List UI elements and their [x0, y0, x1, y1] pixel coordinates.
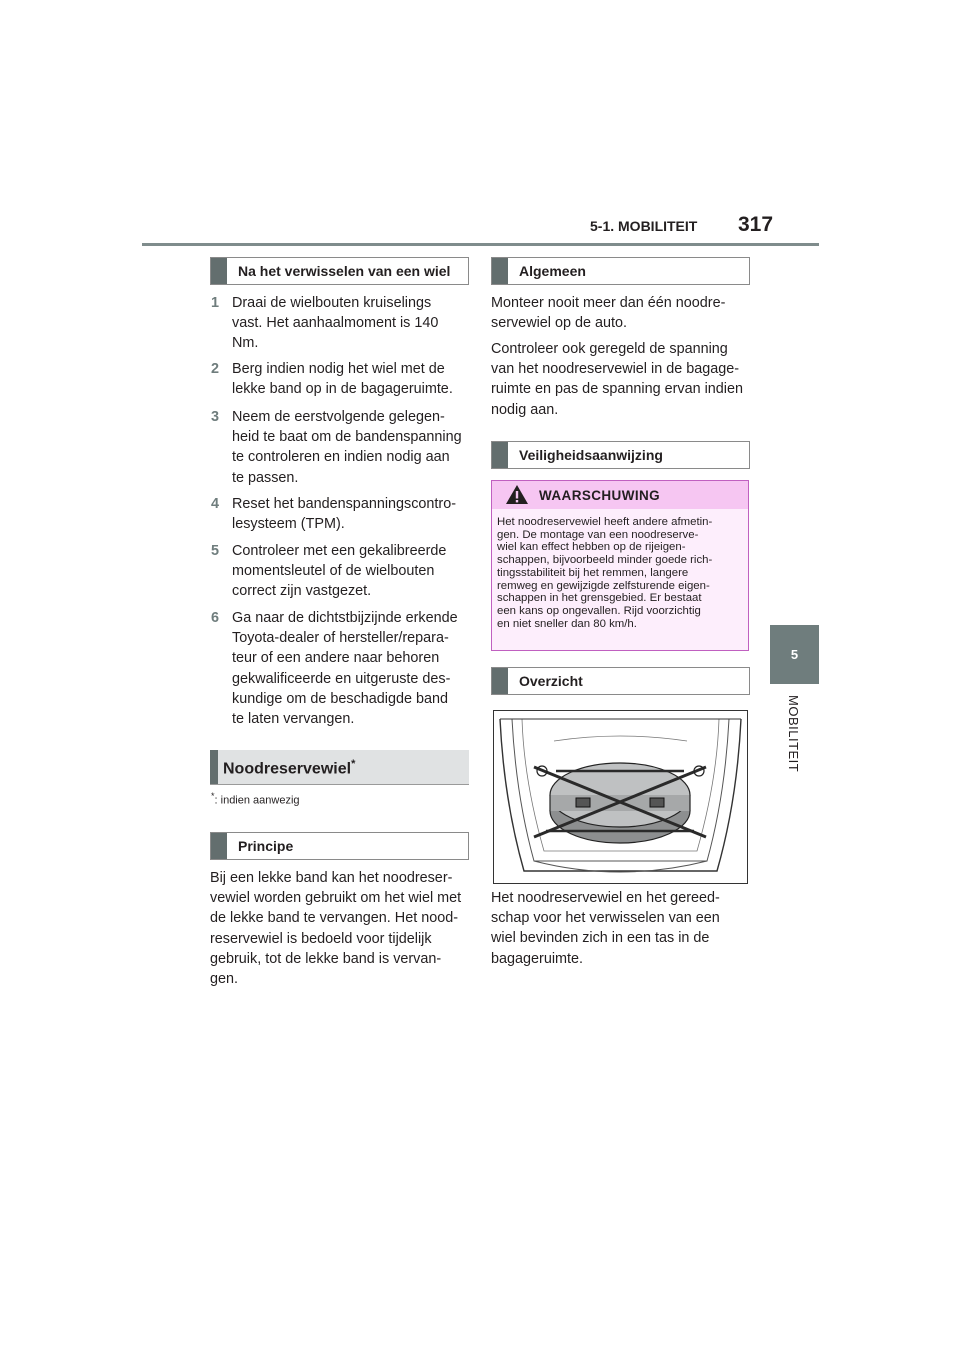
list-item: [211, 407, 466, 488]
chapter-side-label: [760, 695, 830, 795]
list-item: [211, 541, 466, 602]
footnote: [211, 791, 300, 807]
heading-principle: [210, 832, 469, 860]
step-number: 6: [211, 610, 220, 626]
heading-general: [491, 257, 750, 285]
footnote-mark: *: [211, 791, 215, 801]
warning-text: Het noodreservewiel heeft andere afmetin- gen. De montage van een noodreserve- wiel kan effect hebben op de rijeigen- schappen, bijvoorbeeld minder goede rich- tingsstabiliteit bij het remmen, langere remweg en gewijzigde zelfsturende eigen- schappen in het grensgebied. Er bestaat een kans op ongevallen. Rijd voorzichtig en niet sneller dan 80 km/h.: [497, 516, 713, 630]
heading-marker: [211, 258, 227, 284]
general-paragraph-1: Monteer nooit meer dan één noodre- servewiel op de auto.: [491, 295, 726, 332]
warning-box: [491, 480, 749, 651]
warning-header: [492, 481, 748, 509]
step-number: 1: [211, 295, 220, 311]
general-paragraph-2: Controleer ook geregeld de spanning van het noodreservewiel in de bagage- ruimte en pas de spanning ervan indien nodig aan.: [491, 341, 744, 418]
step-number: 3: [211, 409, 220, 425]
step-number: 4: [211, 496, 220, 512]
chapter-tab: 5: [770, 625, 819, 684]
heading-overview-text: Overzicht: [519, 673, 583, 689]
heading-marker: [492, 258, 508, 284]
warning-triangle-icon: [505, 484, 529, 505]
spare-wheel-title: [223, 758, 355, 778]
section-marker: [210, 750, 218, 784]
header-rule: [142, 243, 819, 246]
step-number: 5: [211, 543, 220, 559]
warning-title: WAARSCHUWING: [539, 488, 661, 503]
step-text: Reset het bandenspanningscontro- lesysteem (TPM).: [232, 496, 457, 533]
step-text: Berg indien nodig het wiel met de lekke band op in de bagageruimte.: [232, 361, 453, 398]
heading-marker: [211, 833, 227, 859]
list-item: [211, 494, 466, 534]
heading-safety-text: Veiligheidsaanwijzing: [519, 447, 663, 463]
heading-marker: [492, 668, 508, 694]
spare-wheel-illustration: [493, 710, 748, 884]
step-text: Draai de wielbouten kruiselings vast. Het aanhaalmoment is 140 Nm.: [232, 295, 439, 352]
page-number: 317: [738, 213, 774, 236]
section-title: 5-1. MOBILITEIT: [590, 218, 698, 234]
footnote-text: : indien aanwezig: [214, 794, 300, 807]
step-number: 2: [211, 361, 220, 377]
step-text: Controleer met een gekalibreerde momentsleutel of de wielbouten correct zijn vastgezet.: [232, 543, 447, 600]
list-item: [211, 608, 466, 729]
heading-overview: [491, 667, 750, 695]
heading-marker: [492, 442, 508, 468]
heading-principle-text: Principe: [238, 838, 294, 854]
heading-safety: [491, 441, 750, 469]
spare-wheel-title-text: Noodreservewiel: [223, 760, 352, 778]
principle-paragraph: Bij een lekke band kan het noodreser- vewiel worden gebruikt om het wiel met de lekke band te vervangen. Het nood- reservewiel is bedoeld voor tijdelijk gebruik, tot de lekke band is vervan- gen.: [210, 870, 462, 988]
spare-wheel-section-title: [210, 750, 469, 785]
chapter-side-label-text: MOBILITEIT: [786, 695, 801, 773]
trunk-spare-wheel-drawing: [494, 711, 747, 883]
heading-general-text: Algemeen: [519, 263, 586, 279]
heading-after-change-text: Na het verwisselen van een wiel: [238, 263, 451, 279]
list-item: [211, 293, 466, 354]
step-text: Neem de eerstvolgende gelegen- heid te baat om de bandenspanning te controleren en indien nodig aan te passen.: [232, 409, 462, 486]
list-item: [211, 359, 466, 399]
figure-caption: Het noodreservewiel en het gereed- schap voor het verwisselen van een wiel bevinden zich in een tas in de bagageruimte.: [491, 890, 720, 967]
step-text: Ga naar de dichtstbijzijnde erkende Toyota-dealer of hersteller/repara- teur of een andere naar behoren gekwalificeerde en uitgeruste des- kundige om de beschadigde band te laten vervangen.: [232, 610, 458, 728]
heading-after-change: [210, 257, 469, 285]
footnote-mark: *: [351, 758, 356, 770]
